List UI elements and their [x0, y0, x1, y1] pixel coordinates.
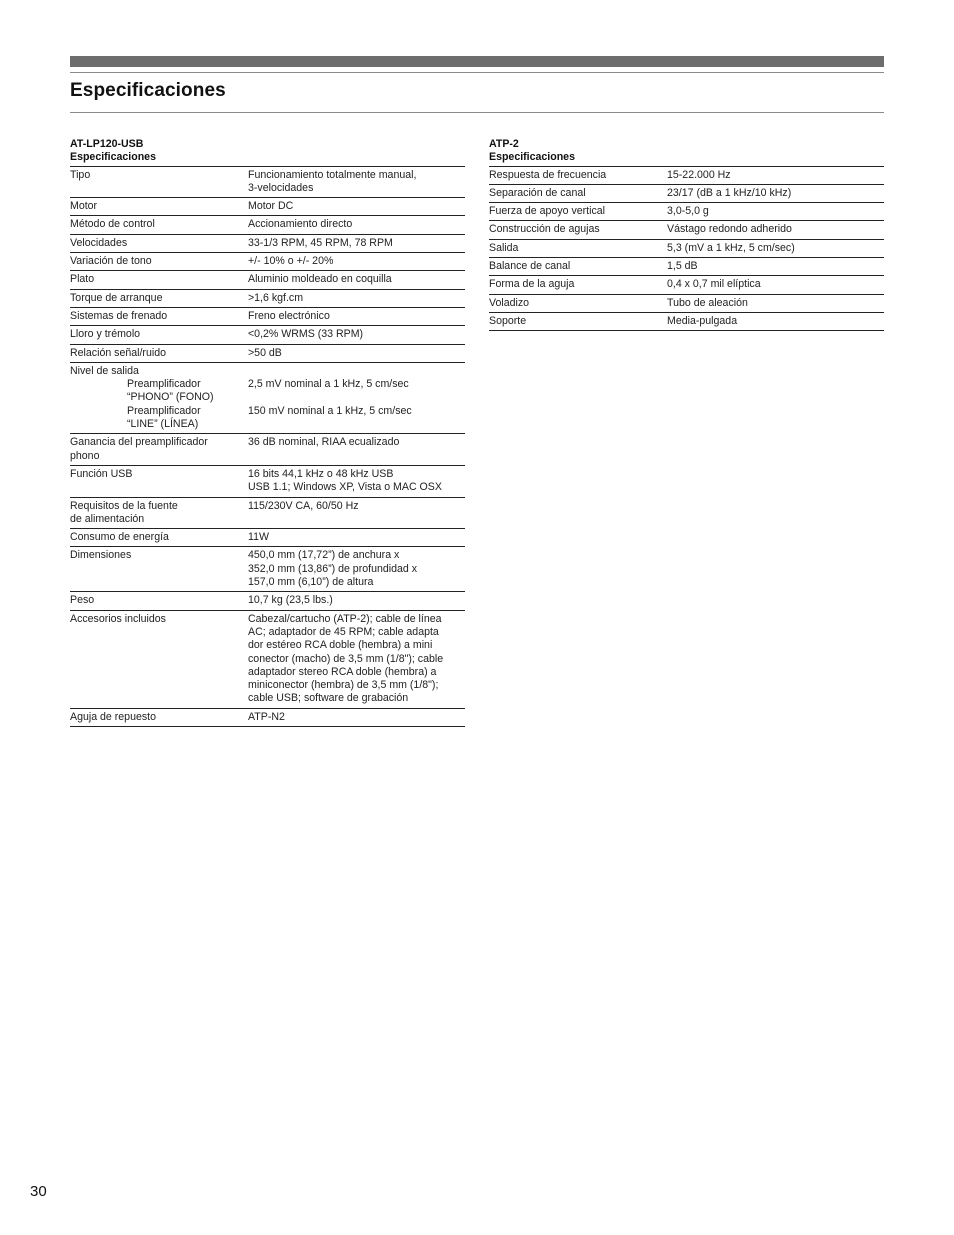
- spec-row: [70, 326, 465, 344]
- spec-row: [489, 313, 884, 331]
- spec-row: [70, 216, 465, 234]
- spec-sub-value: 2,5 mV nominal a 1 kHz, 5 cm/sec: [248, 378, 409, 391]
- spec-label: Separación de canal: [489, 186, 586, 199]
- spec-row: [70, 709, 465, 727]
- spec-row: [489, 185, 884, 203]
- spec-value: 33-1/3 RPM, 45 RPM, 78 RPM: [248, 236, 393, 249]
- spec-row: [70, 434, 465, 466]
- spec-row: [70, 271, 465, 289]
- spec-value: >1,6 kgf.cm: [248, 291, 304, 304]
- spec-value: 23/17 (dB a 1 kHz/10 kHz): [667, 186, 792, 199]
- turntable-model-heading: AT-LP120-USB: [70, 138, 144, 150]
- spec-label: Torque de arranque: [70, 291, 163, 304]
- spec-value: 15-22.000 Hz: [667, 168, 731, 181]
- spec-row: [70, 547, 465, 592]
- spec-row: [70, 167, 465, 199]
- spec-value: 36 dB nominal, RIAA ecualizado: [248, 436, 400, 449]
- spec-value: Freno electrónico: [248, 309, 330, 322]
- spec-row: [489, 258, 884, 276]
- spec-value: 11W: [248, 531, 269, 544]
- spec-value: 1,5 dB: [667, 260, 698, 273]
- spec-sub-label: Preamplificador “PHONO” (FONO): [127, 378, 214, 404]
- spec-sub-value: 150 mV nominal a 1 kHz, 5 cm/sec: [248, 404, 412, 417]
- title-rule: [70, 112, 884, 113]
- page-number: 30: [30, 1183, 47, 1200]
- spec-value: +/- 10% o +/- 20%: [248, 255, 334, 268]
- spec-value: Aluminio moldeado en coquilla: [248, 273, 392, 286]
- spec-value: Accionamiento directo: [248, 218, 353, 231]
- spec-label: Motor: [70, 200, 98, 213]
- spec-label: Variación de tono: [70, 255, 152, 268]
- spec-row: [70, 235, 465, 253]
- cartridge-spec-heading: Especificaciones: [489, 151, 884, 166]
- spec-row: [489, 221, 884, 239]
- spec-row: [489, 295, 884, 313]
- page-title: Especificaciones: [70, 80, 226, 101]
- spec-row: [489, 167, 884, 185]
- spec-value: <0,2% WRMS (33 RPM): [248, 328, 364, 341]
- spec-label: Dimensiones: [70, 549, 132, 562]
- spec-value: 450,0 mm (17,72”) de anchura x 352,0 mm (13,86”) de profundidad x 157,0 mm (6,10”) de altura: [248, 549, 418, 589]
- spec-row: [70, 498, 465, 530]
- turntable-spec-table: [70, 138, 465, 727]
- spec-label: Soporte: [489, 314, 527, 327]
- spec-label: Aguja de repuesto: [70, 710, 156, 723]
- spec-row: [70, 308, 465, 326]
- spec-label: Salida: [489, 241, 519, 254]
- spec-row: [489, 276, 884, 294]
- spec-value: Motor DC: [248, 200, 294, 213]
- spec-label: Nivel de salida: [70, 364, 139, 377]
- spec-value: Media-pulgada: [667, 314, 738, 327]
- spec-value: Cabezal/cartucho (ATP-2); cable de línea AC; adaptador de 45 RPM; cable adapta dor estéreo RCA doble (hembra) a mini conector (macho) de 3,5 mm (1/8"); cable adaptador stereo RCA doble (hembra) a miniconector (hembra) de 3,5 mm (1/8"); cable USB; software de grabación: [248, 612, 444, 705]
- spec-label: Forma de la aguja: [489, 278, 575, 291]
- header-bar: [70, 56, 884, 67]
- spec-label: Relación señal/ruido: [70, 346, 166, 359]
- spec-label: Requisitos de la fuente de alimentación: [70, 499, 178, 525]
- spec-value: Vástago redondo adherido: [667, 223, 792, 236]
- spec-row: [70, 529, 465, 547]
- spec-label: Función USB: [70, 467, 133, 480]
- spec-label: Balance de canal: [489, 260, 571, 273]
- spec-label: Plato: [70, 273, 95, 286]
- spec-label: Fuerza de apoyo vertical: [489, 205, 606, 218]
- spec-subrow: [70, 405, 465, 432]
- spec-label: Ganancia del preamplificador phono: [70, 436, 208, 462]
- spec-value: Tubo de aleación: [667, 296, 748, 309]
- spec-row: [70, 466, 465, 498]
- spec-value: 10,7 kg (23,5 lbs.): [248, 594, 333, 607]
- spec-row: [70, 198, 465, 216]
- spec-label: Accesorios incluidos: [70, 612, 166, 625]
- spec-row: [489, 240, 884, 258]
- spec-row: [489, 203, 884, 221]
- spec-row: [70, 345, 465, 363]
- header-rule: [70, 72, 884, 73]
- spec-value: 115/230V CA, 60/50 Hz: [248, 499, 359, 512]
- spec-value: 5,3 (mV a 1 kHz, 5 cm/sec): [667, 241, 795, 254]
- spec-label: Voladizo: [489, 296, 530, 309]
- spec-value: Funcionamiento totalmente manual, 3-velocidades: [248, 168, 417, 194]
- spec-row: [70, 592, 465, 610]
- spec-value: 16 bits 44,1 kHz o 48 kHz USB USB 1.1; Windows XP, Vista o MAC OSX: [248, 467, 442, 494]
- turntable-spec-heading: Especificaciones: [70, 151, 465, 166]
- spec-value: ATP-N2: [248, 710, 285, 723]
- spec-sub-label: Preamplificador “LINE” (LÍNEA): [127, 404, 201, 431]
- spec-label: Consumo de energía: [70, 531, 169, 544]
- spec-label: Construcción de agujas: [489, 223, 600, 236]
- spec-row-output-level: [70, 363, 465, 434]
- spec-row: [70, 611, 465, 709]
- spec-value: 0,4 x 0,7 mil elíptica: [667, 278, 761, 291]
- spec-label: Respuesta de frecuencia: [489, 168, 607, 181]
- cartridge-spec-table: [489, 138, 884, 331]
- spec-value: >50 dB: [248, 346, 282, 359]
- spec-label: Peso: [70, 594, 95, 607]
- spec-row: [70, 253, 465, 271]
- spec-subrow: [70, 378, 465, 405]
- spec-label: Método de control: [70, 218, 155, 231]
- cartridge-model-heading: ATP-2: [489, 138, 519, 150]
- spec-value: 3,0-5,0 g: [667, 205, 709, 218]
- spec-label: Sistemas de frenado: [70, 309, 168, 322]
- spec-label: Velocidades: [70, 236, 128, 249]
- spec-label: Tipo: [70, 168, 91, 181]
- spec-row: [70, 290, 465, 308]
- spec-label: Lloro y trémolo: [70, 328, 141, 341]
